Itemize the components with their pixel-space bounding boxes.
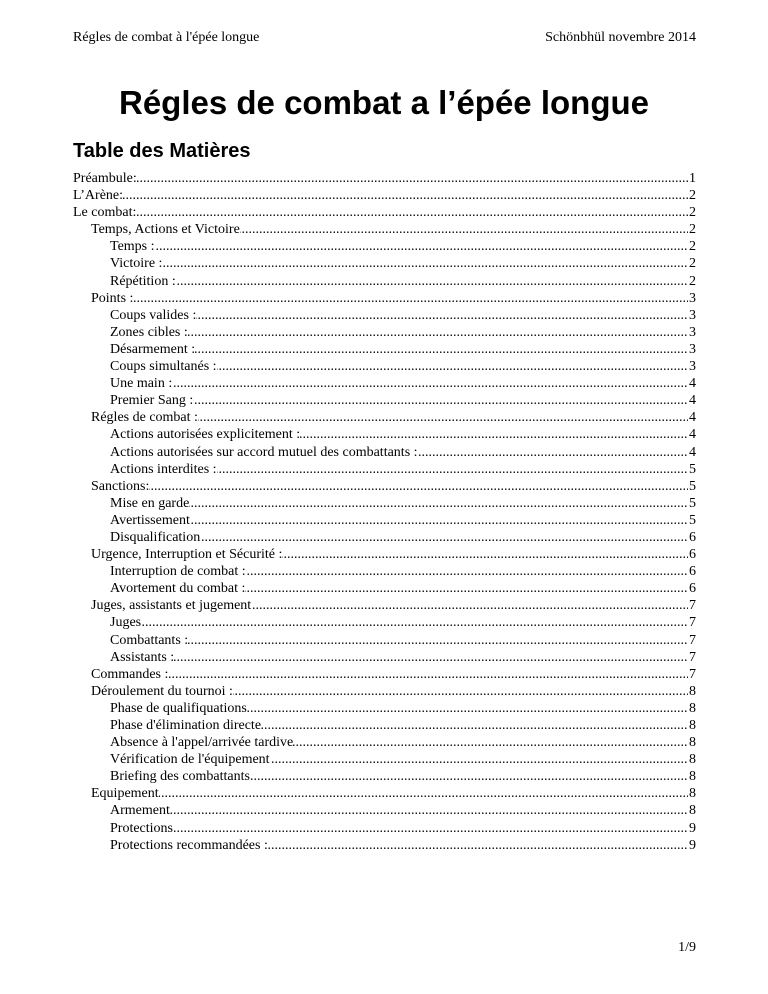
- toc-entry-page: 4: [689, 427, 696, 443]
- toc-entry-page: 6: [689, 529, 696, 545]
- toc-entry[interactable]: [73, 597, 696, 614]
- toc-entry[interactable]: [73, 734, 696, 751]
- toc-entry[interactable]: [73, 666, 696, 683]
- toc-entry[interactable]: [73, 529, 696, 546]
- toc-entry-label: Victoire :: [110, 256, 163, 272]
- toc-entry[interactable]: [73, 324, 696, 341]
- toc-entry[interactable]: [73, 307, 696, 324]
- toc-entry-label: Armement: [110, 803, 170, 819]
- toc-entry[interactable]: [73, 802, 696, 819]
- toc-entry-label: Temps, Actions et Victoire: [91, 222, 240, 238]
- toc-entry-label: Equipement: [91, 786, 159, 802]
- toc-entry-label: Protections recommandées :: [110, 837, 268, 853]
- toc-entry-page: 2: [689, 205, 696, 221]
- toc-entry[interactable]: [73, 221, 696, 238]
- toc-entry[interactable]: [73, 837, 696, 854]
- toc-entry-label: Régles de combat :: [91, 410, 198, 426]
- toc-leader-dots: [91, 666, 688, 683]
- toc-entry[interactable]: [73, 632, 696, 649]
- toc-entry-page: 7: [689, 615, 696, 631]
- toc-entry-page: 7: [689, 598, 696, 614]
- toc-entry-label: Briefing des combattants: [110, 769, 250, 785]
- toc-entry[interactable]: [73, 512, 696, 529]
- toc-entry-label: Temps :: [110, 239, 155, 255]
- toc-entry-label: Points :: [91, 290, 134, 306]
- toc-entry[interactable]: [73, 563, 696, 580]
- toc-leader-dots: [110, 614, 688, 631]
- toc-entry-label: Répétition :: [110, 273, 176, 289]
- toc-entry-page: 3: [689, 359, 696, 375]
- toc-entry-page: 2: [689, 222, 696, 238]
- toc-entry-page: 5: [689, 495, 696, 511]
- toc-entry-page: 3: [689, 290, 696, 306]
- toc-entry-page: 8: [689, 786, 696, 802]
- toc-entry-page: 4: [689, 376, 696, 392]
- toc-entry-page: 7: [689, 666, 696, 682]
- toc-entry-label: Avortement du combat :: [110, 581, 246, 597]
- toc-entry[interactable]: [73, 358, 696, 375]
- toc-entry[interactable]: [73, 444, 696, 461]
- toc-entry-label: Juges, assistants et jugement: [91, 598, 252, 614]
- toc-leader-dots: [110, 324, 688, 341]
- toc-entry-page: 2: [689, 188, 696, 204]
- toc-entry-page: 6: [689, 581, 696, 597]
- toc-entry-page: 3: [689, 307, 696, 323]
- toc-leader-dots: [110, 375, 688, 392]
- toc-leader-dots: [110, 392, 688, 409]
- toc-entry-label: Déroulement du tournoi :: [91, 683, 233, 699]
- toc-entry-label: Commandes :: [91, 666, 169, 682]
- toc-leader-dots: [110, 341, 688, 358]
- toc-entry-label: L’Arène:: [73, 188, 124, 204]
- toc-entry[interactable]: [73, 717, 696, 734]
- toc-entry-page: 7: [689, 632, 696, 648]
- toc-entry-label: Actions autorisées sur accord mutuel des combattants :: [110, 444, 418, 460]
- toc-entry[interactable]: [73, 785, 696, 802]
- toc-entry[interactable]: [73, 273, 696, 290]
- toc-entry-page: 8: [689, 803, 696, 819]
- toc-entry-label: Actions autorisées explicitement :: [110, 427, 301, 443]
- toc-entry-label: Actions interdites :: [110, 461, 217, 477]
- header-date: Schönbhül novembre 2014: [545, 30, 696, 45]
- toc-entry[interactable]: [73, 700, 696, 717]
- toc-entry-label: Désarmement :: [110, 341, 196, 357]
- toc-entry-label: Premier Sang :: [110, 393, 194, 409]
- toc-entry-page: 8: [689, 718, 696, 733]
- toc-entry-page: 2: [689, 256, 696, 272]
- toc-leader-dots: [110, 238, 688, 255]
- toc-entry[interactable]: [73, 290, 696, 307]
- toc-entry[interactable]: [73, 392, 696, 409]
- header-document-title: Régles de combat à l'épée longue: [73, 30, 260, 45]
- toc-entry-page: 8: [689, 700, 696, 716]
- toc-entry-label: Phase de qualifiquations: [110, 700, 247, 716]
- toc-entry[interactable]: [73, 409, 696, 426]
- toc-entry-page: 4: [689, 444, 696, 460]
- toc-entry-page: 2: [689, 273, 696, 289]
- toc-entry-page: 5: [689, 461, 696, 477]
- toc-entry-label: Urgence, Interruption et Sécurité :: [91, 547, 283, 563]
- toc-entry-page: 8: [689, 769, 696, 785]
- toc-entry-label: Avertissement: [110, 512, 190, 528]
- toc-entry[interactable]: [73, 204, 696, 221]
- toc-entry[interactable]: [73, 580, 696, 597]
- document-title: Régles de combat a l’épée longue: [119, 84, 649, 121]
- toc-heading: Table des Matières: [73, 140, 251, 162]
- toc-entry-page: 6: [689, 547, 696, 563]
- toc-entry-page: 1: [689, 171, 696, 186]
- toc-entry-label: Le combat:: [73, 205, 137, 221]
- toc-entry[interactable]: [73, 426, 696, 443]
- toc-leader-dots: [73, 204, 688, 221]
- toc-entry-label: Juges: [110, 615, 142, 631]
- toc-entry-label: Mise en garde: [110, 495, 190, 511]
- toc-entry[interactable]: [73, 478, 696, 495]
- toc-leader-dots: [73, 170, 688, 187]
- toc-entry-page: 8: [689, 683, 696, 699]
- toc-entry-label: Combattants :: [110, 632, 189, 648]
- toc-leader-dots: [110, 820, 688, 837]
- toc-entry-label: Coups simultanés :: [110, 359, 217, 375]
- toc-entry-page: 9: [689, 820, 696, 836]
- table-of-contents: [73, 170, 696, 854]
- toc-entry[interactable]: [73, 495, 696, 512]
- toc-entry-label: Coups valides :: [110, 307, 197, 323]
- toc-entry-page: 5: [689, 512, 696, 528]
- toc-entry[interactable]: [73, 187, 696, 204]
- toc-entry[interactable]: [73, 546, 696, 563]
- toc-entry[interactable]: [73, 751, 696, 768]
- toc-entry[interactable]: [73, 461, 696, 478]
- toc-entry-label: Phase d'élimination directe: [110, 718, 262, 733]
- toc-entry[interactable]: [73, 255, 696, 272]
- toc-entry-label: Assistants :: [110, 649, 175, 665]
- toc-entry-label: Protections: [110, 820, 173, 836]
- toc-entry-label: Zones cibles :: [110, 324, 188, 340]
- page-number: 1/9: [678, 940, 696, 955]
- toc-leader-dots: [110, 255, 688, 272]
- toc-entry-page: 4: [689, 410, 696, 426]
- toc-entry-label: Préambule:: [73, 171, 137, 186]
- toc-entry-page: 6: [689, 564, 696, 580]
- toc-entry-page: 7: [689, 649, 696, 665]
- toc-entry[interactable]: [73, 238, 696, 255]
- toc-leader-dots: [110, 802, 688, 819]
- toc-entry-page: 4: [689, 393, 696, 409]
- toc-leader-dots: [110, 273, 688, 290]
- toc-entry[interactable]: [73, 341, 696, 358]
- toc-entry[interactable]: [73, 683, 696, 700]
- toc-leader-dots: [73, 187, 688, 204]
- toc-entry-page: 5: [689, 478, 696, 494]
- toc-leader-dots: [110, 495, 688, 512]
- toc-entry[interactable]: [73, 649, 696, 666]
- toc-entry-page: 3: [689, 341, 696, 357]
- toc-entry-label: Sanctions:: [91, 478, 150, 494]
- toc-entry[interactable]: [73, 768, 696, 785]
- toc-entry-label: Absence à l'appel/arrivée tardive: [110, 735, 294, 751]
- toc-leader-dots: [91, 785, 688, 802]
- toc-leader-dots: [91, 478, 688, 495]
- toc-entry-page: 3: [689, 324, 696, 340]
- toc-entry-label: Interruption de combat :: [110, 564, 246, 580]
- toc-leader-dots: [91, 290, 688, 307]
- toc-entry-label: Une main :: [110, 376, 173, 392]
- toc-entry-page: 2: [689, 239, 696, 255]
- toc-entry-label: Disqualification: [110, 529, 201, 545]
- toc-leader-dots: [110, 307, 688, 324]
- toc-leader-dots: [110, 632, 688, 649]
- toc-entry[interactable]: [73, 614, 696, 631]
- toc-entry[interactable]: [73, 170, 696, 187]
- toc-entry[interactable]: [73, 820, 696, 837]
- toc-entry-label: Vérification de l'équipement: [110, 752, 270, 768]
- toc-entry-page: 8: [689, 735, 696, 751]
- toc-leader-dots: [110, 649, 688, 666]
- toc-entry-page: 9: [689, 837, 696, 853]
- toc-leader-dots: [110, 512, 688, 529]
- toc-entry-page: 8: [689, 752, 696, 768]
- toc-entry[interactable]: [73, 375, 696, 392]
